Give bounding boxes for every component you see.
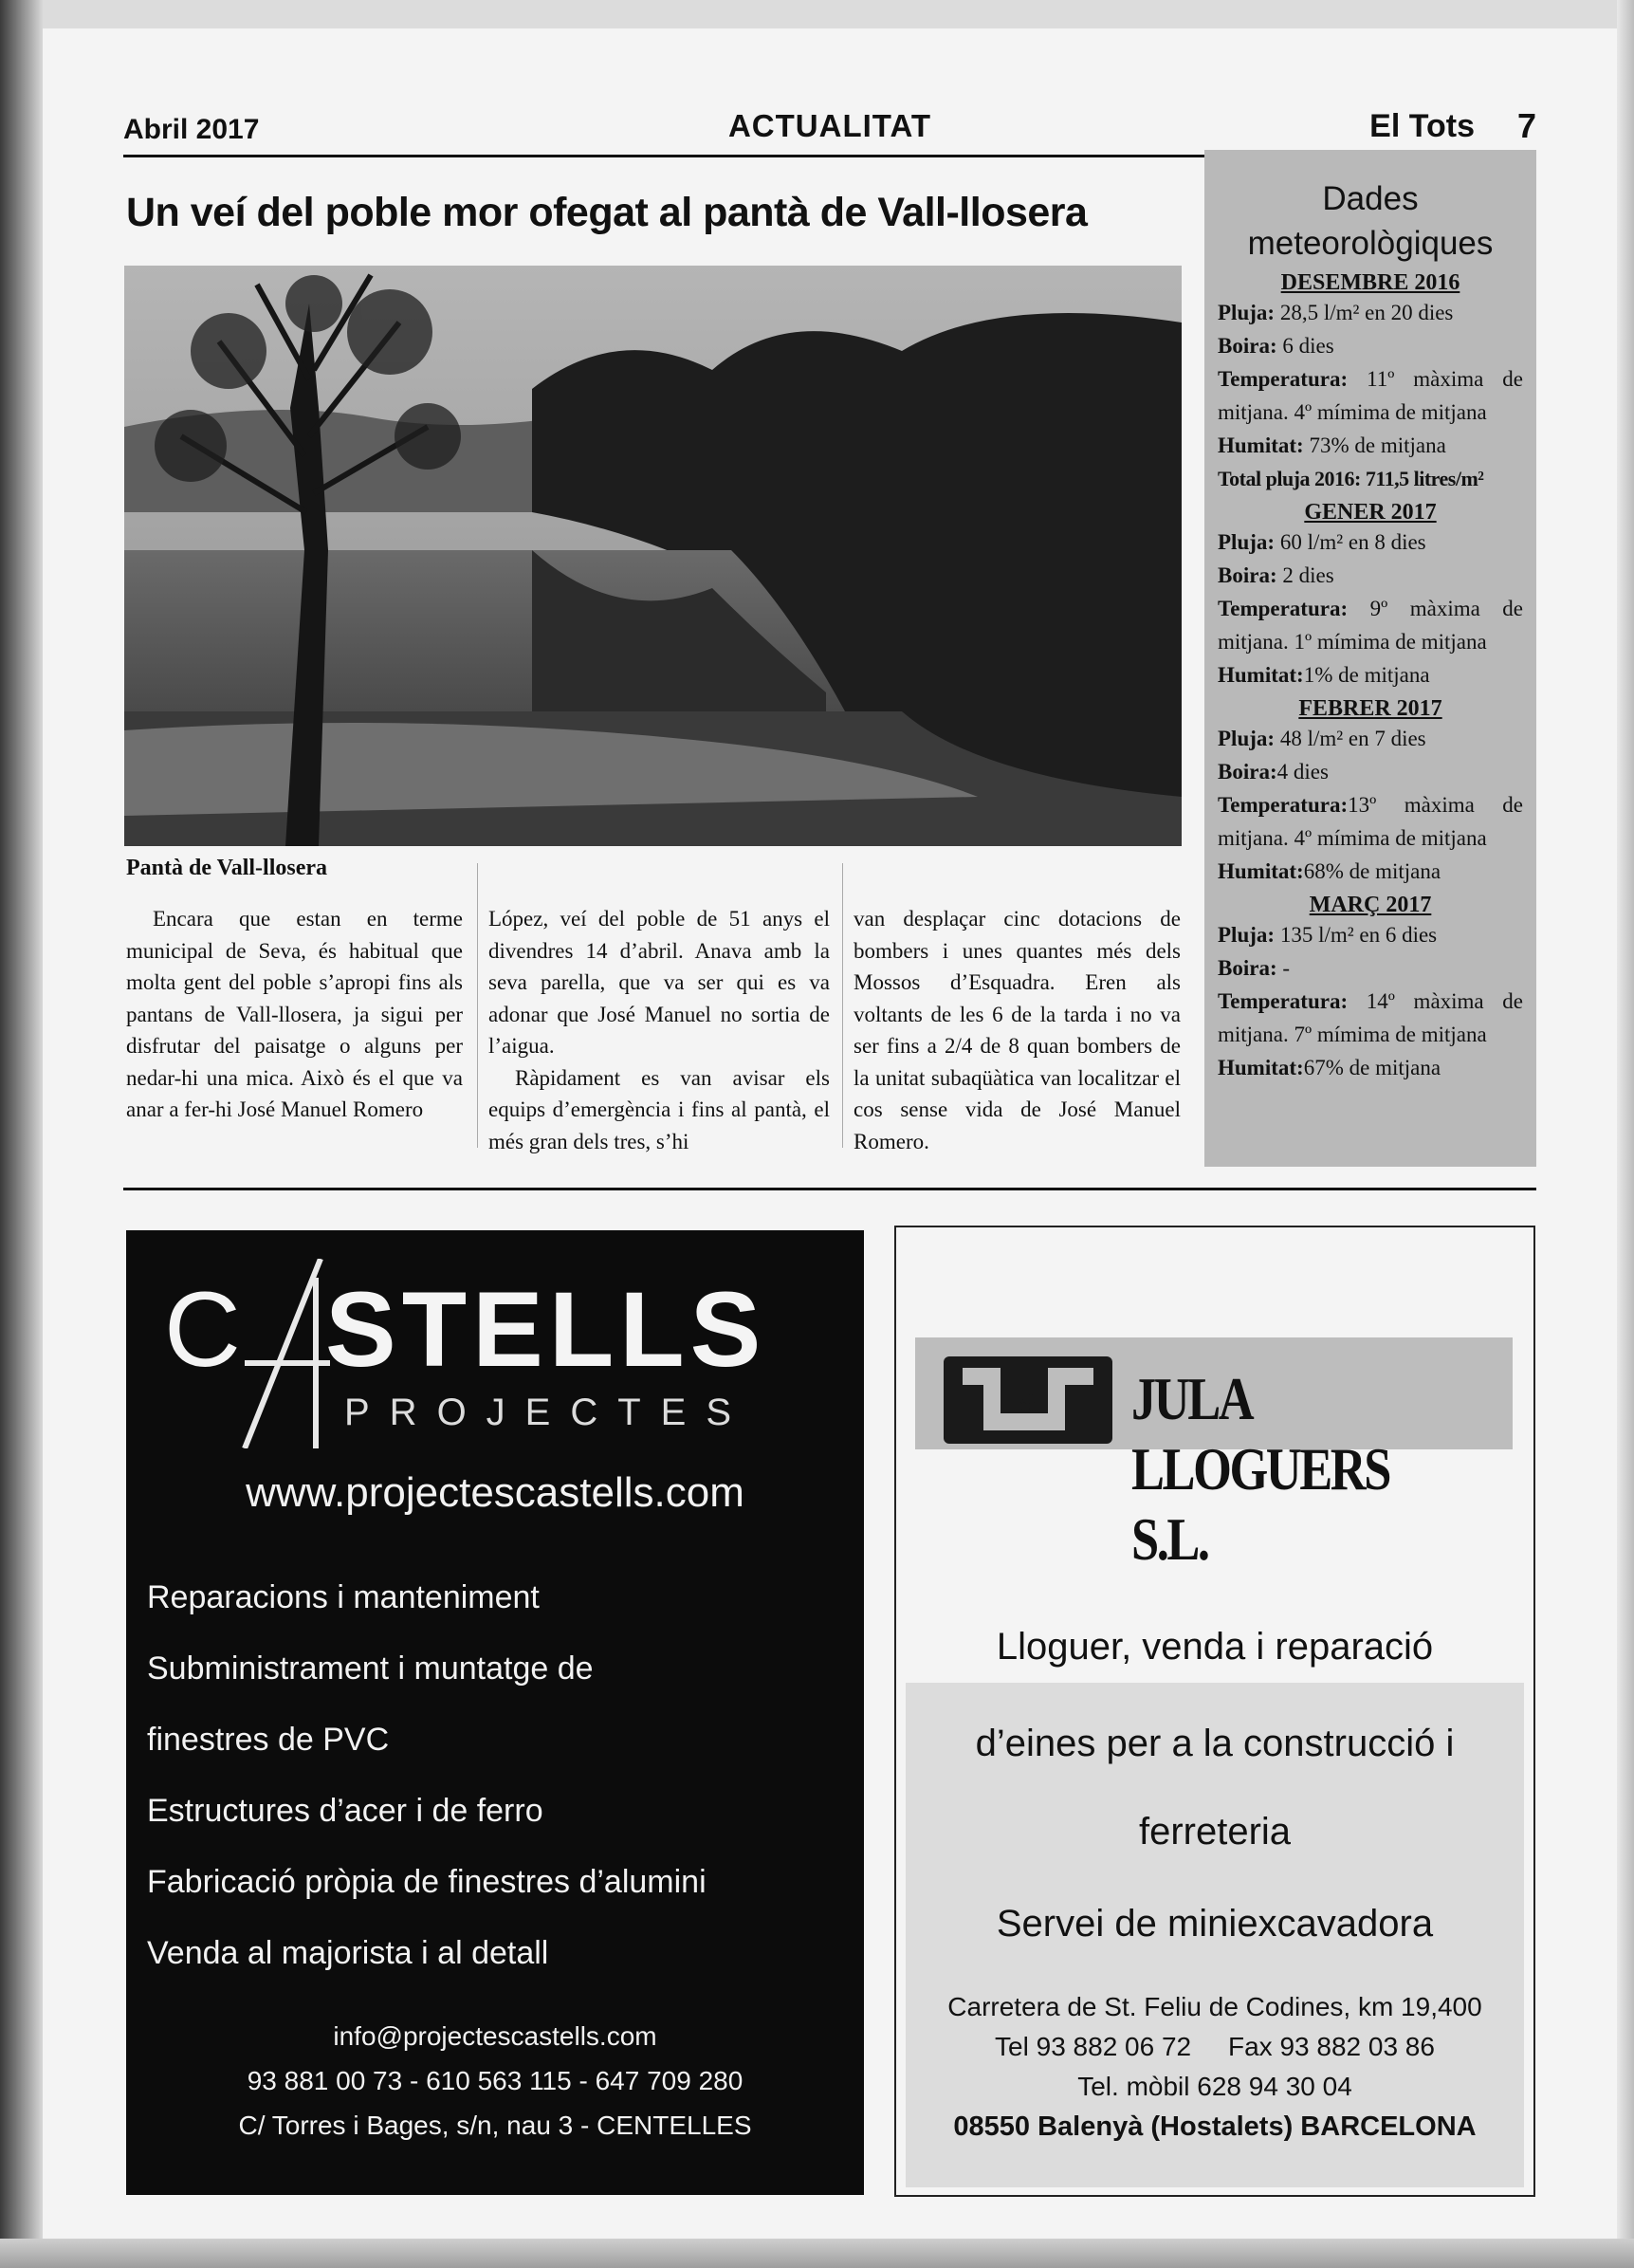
jula-logo-ampersand: &: [1017, 1387, 1039, 1418]
page-bottom-edge: [0, 2239, 1634, 2268]
fog-label: Boira:: [1218, 760, 1277, 784]
weather-month-block: [1218, 499, 1523, 691]
jula-service-line: Lloguer, venda i reparació: [996, 1626, 1434, 1668]
temperature-value: 14º màxima de mitjana. 7º mímima de mitjana: [1218, 989, 1524, 1046]
logo-subtitle: PROJECTES: [344, 1392, 752, 1433]
weather-month-block: [1218, 892, 1523, 1084]
humidity-label: Humitat:: [1218, 859, 1304, 883]
article-column-2: [488, 903, 830, 1157]
jula-service-line: Servei de miniexcavadora: [996, 1903, 1434, 1945]
temperature-label: Temperatura:: [1218, 989, 1349, 1013]
jula-logo-icon: [944, 1356, 1112, 1444]
jula-service-line: ferreteria: [1138, 1811, 1292, 1853]
page-number: 7: [1516, 106, 1536, 145]
rain-value: 135 l/m² en 6 dies: [1279, 923, 1438, 947]
jula-service-line: d’eines per a la construcció i: [975, 1723, 1455, 1764]
temperature-value: 9º màxima de mitjana. 1º mímima de mitjana: [1218, 597, 1523, 654]
temperature-value: 13º màxima de mitjana. 4º mímima de mitjana: [1218, 793, 1523, 850]
newspaper-page: [43, 28, 1617, 2239]
weather-title: Dades meteorològiques: [1247, 180, 1494, 262]
weather-month-heading: FEBRER 2017: [1298, 696, 1442, 721]
fog-value: 6 dies: [1282, 334, 1334, 358]
publication-name: El Tots: [1369, 108, 1475, 144]
castells-phones: 93 881 00 73 - 610 563 115 - 647 709 280: [247, 2066, 744, 2095]
rain-label: Pluja:: [1218, 530, 1276, 554]
temperature-value: 11º màxima de mitjana. 4º mímima de mitjana: [1218, 367, 1524, 424]
article-title: Un veí del poble mor ofegat al pantà de Vall-llosera: [126, 190, 1088, 235]
fog-label: Boira:: [1218, 334, 1277, 358]
section-title: ACTUALITAT: [727, 108, 932, 143]
annual-rain-total: Total pluja 2016: 711,5 litres/m²: [1218, 467, 1484, 490]
fog-value: 2 dies: [1282, 563, 1334, 587]
fog-value: -: [1282, 956, 1291, 980]
logo-letter-c: C: [164, 1270, 241, 1389]
jula-banner: [915, 1337, 1513, 1573]
castells-contact: [126, 2014, 864, 2148]
rain-label: Pluja:: [1218, 923, 1276, 947]
jula-mobile: Tel. mòbil 628 94 30 04: [1077, 2072, 1352, 2101]
binding-shadow: [0, 0, 43, 2268]
rain-value: 28,5 l/m² en 20 dies: [1279, 301, 1454, 324]
castells-website: www.projectescastells.com: [246, 1469, 744, 1516]
advertisement-jula-lloguers: [894, 1226, 1535, 2197]
logo-wordmark: STELLS: [325, 1270, 767, 1389]
weather-month-heading: MARÇ 2017: [1309, 893, 1432, 917]
logo-four-mark-icon: [235, 1259, 340, 1448]
section-rule: [123, 1188, 1536, 1190]
issue-date: Abril 2017: [123, 114, 260, 145]
article-paragraph: van desplaçar cinc dotacions de bombers i unes quantes més dels Mossos d’Esquadra. Eren als voltants de les 6 de la tarda i no va ser fins a 2/4 de 8 quan bombers de la unitat subaqüàtica van localitzar el cos sense vida de José Manuel Romero.: [854, 907, 1181, 1153]
article-paragraph: López, veí del poble de 51 anys el divendres 14 d’abril. Anava amb la seva parella, que va ser qui es va adonar que José Manuel no sortia de l’aigua.: [488, 907, 830, 1058]
fog-value: 4 dies: [1276, 760, 1329, 784]
weather-month-heading: DESEMBRE 2016: [1280, 270, 1460, 295]
service-item: Subministrament i muntatge de: [147, 1650, 594, 1687]
column-divider: [842, 863, 843, 1148]
temperature-label: Temperatura:: [1218, 793, 1349, 817]
service-item: finestres de PVC: [147, 1722, 390, 1758]
rain-value: 60 l/m² en 8 dies: [1279, 530, 1426, 554]
humidity-value: 68% de mitjana: [1303, 859, 1441, 883]
humidity-value: 67% de mitjana: [1303, 1056, 1441, 1079]
article-paragraph: Encara que estan en terme municipal de Seva, és habitual que molta gent del poble s’apropi fins als pantans de Vall-llosera, ja sigui per disfrutar del paisatge o alguns per nedar-hi una mica. Això és el que va anar a fer-hi José Manuel Romero: [126, 907, 463, 1121]
rain-value: 48 l/m² en 7 dies: [1279, 727, 1426, 750]
column-divider: [477, 863, 478, 1148]
weather-month-block: [1218, 695, 1523, 888]
service-item: Estructures d’acer i de ferro: [147, 1793, 543, 1829]
service-item: Venda al majorista i al detall: [147, 1935, 549, 1971]
article-column-1: [126, 903, 463, 1126]
castells-address: C/ Torres i Bages, s/n, nau 3 - CENTELLES: [238, 2111, 752, 2140]
jula-company-name: JULA LLOGUERS S.L.: [1131, 1365, 1389, 1573]
advertisement-castells: [126, 1230, 864, 2195]
article-column-3: [854, 903, 1181, 1157]
castells-services-list: [147, 1562, 707, 1989]
service-item: Reparacions i manteniment: [147, 1579, 540, 1615]
humidity-label: Humitat:: [1218, 433, 1304, 457]
jula-address: Carretera de St. Feliu de Codines, km 19,400: [947, 1992, 1482, 2021]
castells-logo: [164, 1259, 828, 1477]
castells-email: info@projectescastells.com: [333, 2021, 657, 2051]
temperature-label: Temperatura:: [1218, 597, 1349, 620]
weather-month-heading: GENER 2017: [1304, 500, 1437, 525]
service-item: Fabricació pròpia de finestres d’alumini: [147, 1864, 707, 1900]
fog-label: Boira:: [1218, 563, 1277, 587]
jula-tel-fax: Tel 93 882 06 72 Fax 93 882 03 86: [995, 2032, 1435, 2061]
weather-month-block: [1218, 269, 1523, 495]
humidity-label: Humitat:: [1218, 663, 1304, 687]
humidity-label: Humitat:: [1218, 1056, 1304, 1079]
temperature-label: Temperatura:: [1218, 367, 1349, 391]
page-edge: [1617, 0, 1634, 2268]
humidity-value: 73% de mitjana: [1309, 433, 1446, 457]
rain-label: Pluja:: [1218, 727, 1276, 750]
article-photo: [124, 266, 1182, 846]
humidity-value: 1% de mitjana: [1303, 663, 1430, 687]
article-paragraph: Ràpidament es van avisar els equips d’emergència i fins al pantà, el més gran dels tres, s’hi: [488, 1065, 830, 1153]
rain-label: Pluja:: [1218, 301, 1276, 324]
fog-label: Boira:: [1218, 956, 1277, 980]
weather-data-box: [1204, 150, 1536, 1167]
reservoir-landscape-image: [124, 266, 1182, 846]
jula-city: 08550 Balenyà (Hostalets) BARCELONA: [953, 2111, 1477, 2142]
photo-caption: Pantà de Vall-llosera: [126, 856, 328, 880]
